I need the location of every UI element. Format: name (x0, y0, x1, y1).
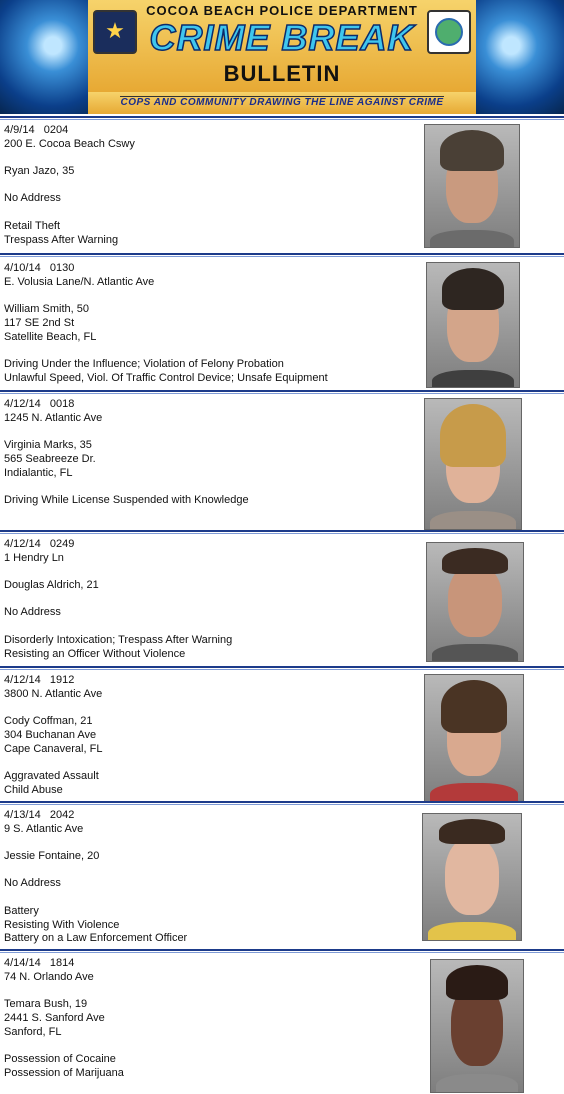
wave-image-right (476, 0, 564, 114)
arrest-entry (0, 534, 564, 666)
entry-line: 74 N. Orlando Ave (4, 970, 94, 983)
entry-line: 9 S. Atlantic Ave (4, 822, 84, 835)
mugshot-hair (442, 268, 505, 310)
entry-line: Unlawful Speed, Viol. Of Traffic Control Device; Unsafe Equipment (4, 371, 328, 384)
entry-line (4, 206, 135, 220)
mugshot-hair (440, 130, 504, 171)
entry-line: Sanford, FL (4, 1025, 62, 1038)
entry-details (4, 674, 102, 797)
entry-line: Cody Coffman, 21 (4, 715, 93, 728)
mugshot-photo (422, 813, 522, 941)
mugshot-shirt (436, 1074, 519, 1093)
entry-line: 4/10/14 0130 (4, 262, 75, 274)
entry-line (4, 756, 102, 770)
mugshot-shirt (432, 370, 515, 388)
entry-details (4, 262, 328, 385)
mugshot-hair (446, 965, 509, 999)
entry-line (4, 864, 187, 878)
wave-image-left (0, 0, 88, 114)
entry-details (4, 538, 232, 661)
arrest-entry (0, 670, 564, 800)
entry-line: Indialantic, FL (4, 466, 73, 479)
entry-line: 4/13/14 2042 (4, 809, 75, 821)
mugshot-hair (441, 680, 508, 733)
entry-line (4, 151, 135, 165)
entry-line (4, 1039, 124, 1053)
entry-line: No Address (4, 606, 61, 619)
mugshot-shirt (430, 511, 516, 530)
entry-line: 2441 S. Sanford Ave (4, 1011, 105, 1024)
entry-line: Disorderly Intoxication; Trespass After Warning (4, 633, 233, 646)
mugshot-shirt (430, 230, 515, 248)
mugshot-shirt (428, 922, 516, 941)
entry-line: 4/12/14 1912 (4, 674, 75, 686)
entry-line: Possession of Marijuana (4, 1066, 124, 1079)
header-center-panel (88, 0, 476, 92)
entry-line (4, 480, 249, 494)
arrest-entry (0, 953, 564, 1093)
entry-line: Driving While License Suspended with Knowledge (4, 493, 249, 506)
entry-line: William Smith, 50 (4, 303, 89, 316)
entry-line: 304 Buchanan Ave (4, 728, 97, 741)
entry-line: Virginia Marks, 35 (4, 439, 92, 452)
mugshot-photo (424, 398, 522, 530)
entry-line: Cape Canaveral, FL (4, 742, 103, 755)
mugshot-photo (426, 262, 520, 388)
mugshot-hair (442, 548, 507, 574)
entry-line: Temara Bush, 19 (4, 998, 88, 1011)
mugshot-shirt (430, 783, 518, 802)
header-banner (0, 0, 564, 114)
department-name: COCOA BEACH POLICE DEPARTMENT (146, 3, 418, 18)
entry-line: 1245 N. Atlantic Ave (4, 411, 103, 424)
entry-line (4, 891, 187, 905)
entry-line: Resisting With Violence (4, 918, 120, 931)
mugshot-photo (426, 542, 524, 662)
tagline: COPS AND COMMUNITY DRAWING THE LINE AGAINST CRIME (120, 97, 444, 108)
mugshot-face (448, 564, 502, 637)
entry-line: No Address (4, 877, 61, 890)
entry-line: Douglas Aldrich, 21 (4, 579, 99, 592)
entry-line: 4/14/14 1814 (4, 957, 75, 969)
entry-line: Resisting an Officer Without Violence (4, 647, 186, 660)
entry-line: Satellite Beach, FL (4, 330, 97, 343)
arrest-entry (0, 394, 564, 530)
entry-details (4, 124, 135, 247)
entry-line: Child Abuse (4, 783, 63, 796)
entry-line (4, 593, 232, 607)
entry-line (4, 984, 124, 998)
entry-line: Ryan Jazo, 35 (4, 165, 75, 178)
entry-line: Trespass After Warning (4, 233, 119, 246)
entry-line (4, 701, 102, 715)
entry-line: Possession of Cocaine (4, 1052, 116, 1065)
mugshot-face (445, 837, 500, 915)
arrest-entry (0, 120, 564, 254)
entry-line: 3800 N. Atlantic Ave (4, 687, 103, 700)
entry-line (4, 289, 328, 303)
entry-line: 4/9/14 0204 (4, 124, 69, 136)
arrest-entry (0, 258, 564, 390)
arrest-entry (0, 805, 564, 949)
entry-line: 117 SE 2nd St (4, 316, 75, 329)
entry-line: 565 Seabreeze Dr. (4, 452, 96, 465)
mugshot-hair (439, 819, 506, 844)
entry-line: 4/12/14 0249 (4, 538, 75, 550)
entry-line (4, 179, 135, 193)
bulletin-subtitle: BULLETIN (223, 61, 341, 86)
entry-line: Aggravated Assault (4, 769, 99, 782)
entry-line: 200 E. Cocoa Beach Cswy (4, 137, 135, 150)
entry-details (4, 809, 187, 946)
entry-line (4, 425, 249, 439)
mugshot-hair (440, 404, 505, 466)
entry-details (4, 957, 124, 1080)
crime-break-title: CRIME BREAK (149, 17, 415, 58)
entry-details (4, 398, 249, 508)
entry-line: Jessie Fontaine, 20 (4, 850, 100, 863)
mugshot-photo (430, 959, 524, 1093)
mugshot-shirt (432, 644, 518, 662)
entry-line: Battery on a Law Enforcement Officer (4, 932, 188, 945)
entry-line (4, 344, 328, 358)
entry-line: 4/12/14 0018 (4, 398, 75, 410)
tagline-bar (88, 92, 476, 114)
entry-line: Battery (4, 904, 39, 917)
entry-line: No Address (4, 192, 61, 205)
entry-line: E. Volusia Lane/N. Atlantic Ave (4, 275, 155, 288)
entry-line (4, 836, 187, 850)
mugshot-photo (424, 124, 520, 248)
entry-line (4, 565, 232, 579)
divider (0, 253, 564, 257)
entry-line: Retail Theft (4, 219, 61, 232)
entry-line: Driving Under the Influence; Violation of Felony Probation (4, 357, 284, 370)
entry-line (4, 620, 232, 634)
mugshot-photo (424, 674, 524, 802)
entry-line: 1 Hendry Ln (4, 551, 64, 564)
